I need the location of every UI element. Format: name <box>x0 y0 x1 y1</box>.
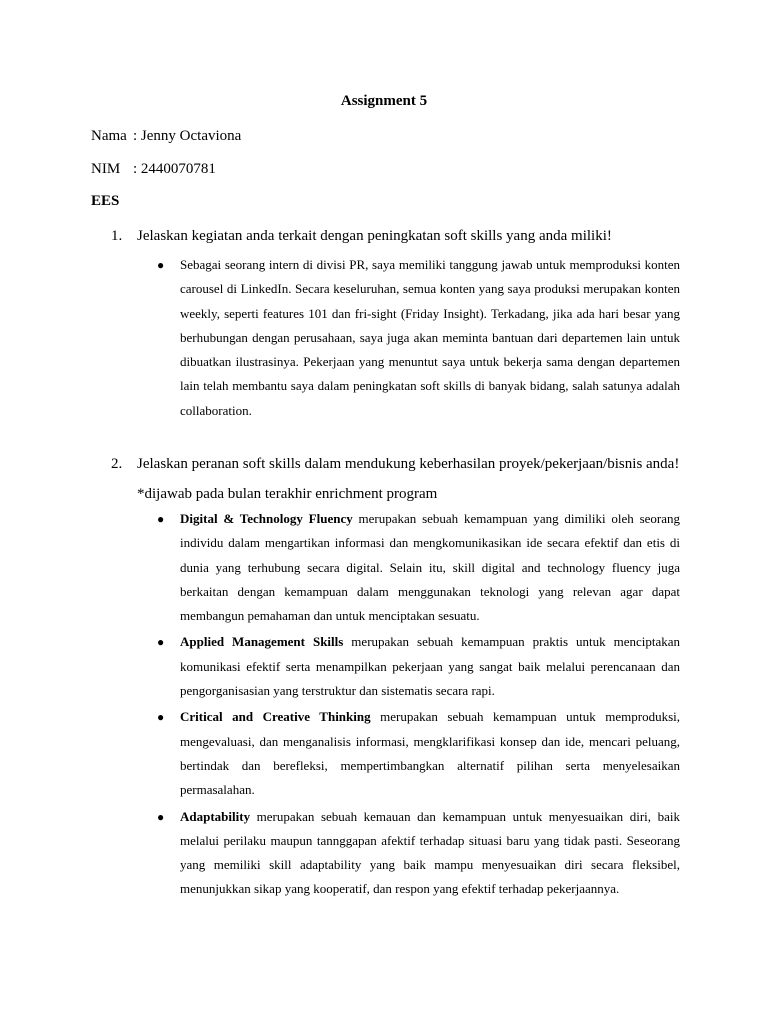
nim-label: NIM <box>91 161 121 177</box>
answer-item <box>153 705 680 802</box>
answer-list-1 <box>153 253 680 425</box>
answer-item <box>153 253 680 423</box>
answer-text: merupakan sebuah kemauan dan kemampuan untuk menyesuaikan diri, baik melalui perilaku maupun tannggapan afektif terhadap situasi baru yang tidak pasti. Seseorang yang memiliki skill adaptability yang baik mampu menyesuaikan diri secara fleksibel, menunjukkan sikap yang kooperatif, dan respon yang efektif terhadap pekerjaannya. <box>180 808 680 897</box>
question-subtext: *dijawab pada bulan terakhir enrichment program <box>137 486 438 502</box>
bullet-icon: ● <box>157 635 165 650</box>
answer-term: Applied Management Skills <box>180 634 344 650</box>
question-1 <box>111 221 691 251</box>
name-label: Nama <box>91 128 127 144</box>
section-heading: EES <box>91 193 120 209</box>
question-number: 1. <box>111 228 123 244</box>
name-value: : Jenny Octaviona <box>133 128 242 144</box>
question-text: Jelaskan peranan soft skills dalam mendukung keberhasilan proyek/pekerjaan/bisnis anda! <box>137 456 680 472</box>
answer-text: merupakan sebuah kemampuan praktis untuk menciptakan komunikasi efektif serta menampilkan pekerjaan yang sangat baik melalui perencanaan dan pengorganisasian yang terstruktur dan sistematis secara rapi. <box>180 634 681 699</box>
bullet-icon: ● <box>157 512 165 526</box>
answer-item <box>153 630 680 703</box>
answer-term: Critical and Creative Thinking <box>180 709 371 725</box>
answer-item <box>153 805 680 902</box>
answer-list-2 <box>153 507 680 904</box>
answer-text: merupakan sebuah kemampuan untuk memproduksi, mengevaluasi, dan menganalisis informasi, mengklarifikasi konsep dan ide, mencari peluang, bertindak dan berefleksi, mempertimbangkan alternatif pilihan serta menyelesaikan permasalahan. <box>180 709 680 798</box>
bullet-icon: ● <box>157 710 165 725</box>
bullet-icon: ● <box>157 258 165 272</box>
question-2 <box>111 449 691 509</box>
nim-value: : 2440070781 <box>133 161 216 177</box>
nim-field <box>91 161 216 178</box>
answer-text: merupakan sebuah kemampuan yang dimiliki oleh seorang individu dalam mengartikan informasi dan mengkomunikasikan ide secara efektif dan etis di dunia yang terhubung secara digital. Selain itu, skill digital and technology fluency juga berkaitan dengan kemampuan dalam menggunakan teknologi yang relevan agar dapat membangun pemahaman dan untuk menciptakan sesuatu. <box>180 511 680 624</box>
answer-term: Digital & Technology Fluency <box>180 511 353 526</box>
answer-text: Sebagai seorang intern di divisi PR, saya memiliki tanggung jawab untuk memproduksi konten carousel di LinkedIn. Secara keseluruhan, semua konten yang saya produksi merupakan konten weekly, seperti features 101 dan fri-sight (Friday Insight). Terkadang, jika ada hari besar yang berhubungan dengan perusahaan, saya juga akan meminta bantuan dari departemen lain untuk dibuatkan ilustrasinya. Pekerjaan yang menuntut saya untuk bekerja sama dengan departemen lain telah membantu saya dalam peningkatan soft skills di banyak bidang, salah satunya adalah collaboration. <box>180 257 680 418</box>
document-title: Assignment 5 <box>340 93 428 109</box>
question-text: Jelaskan kegiatan anda terkait dengan peningkatan soft skills yang anda miliki! <box>137 228 612 244</box>
answer-term: Adaptability <box>180 808 251 824</box>
name-field <box>91 128 241 145</box>
bullet-icon: ● <box>157 809 165 824</box>
answer-item <box>153 507 680 628</box>
question-number: 2. <box>111 456 123 472</box>
